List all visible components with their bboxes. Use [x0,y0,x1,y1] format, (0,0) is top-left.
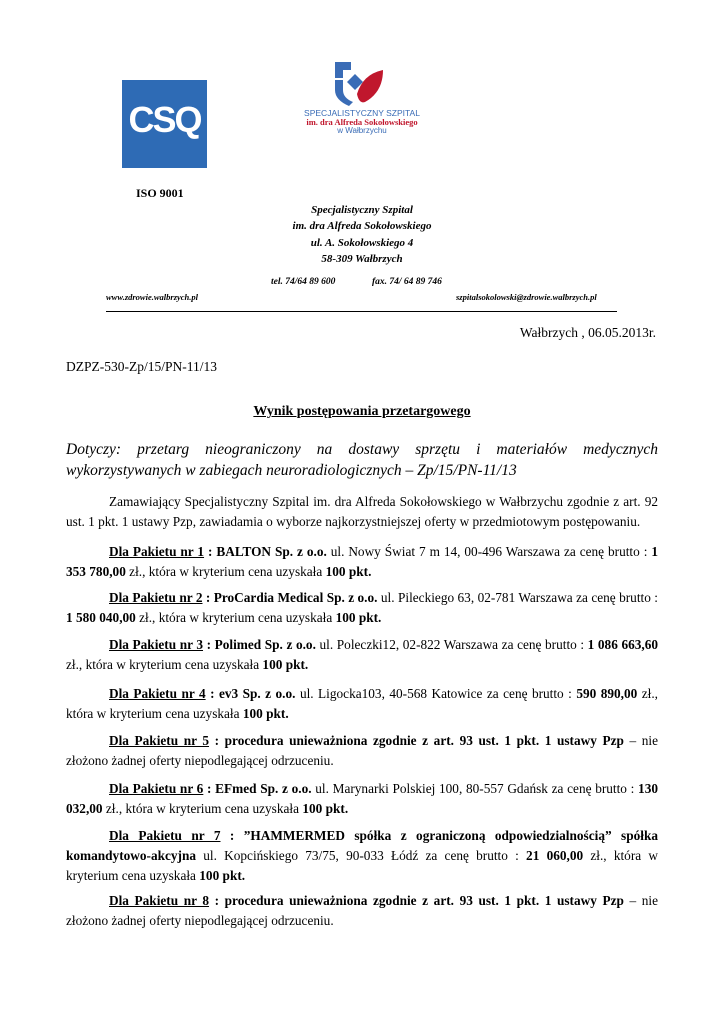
package-price: 1 353 780,00 [66,544,658,579]
package-price: 130 032,00 [66,781,658,816]
package-4: Dla Pakietu nr 4 : ev3 Sp. z o.o. ul. Ligocka103, 40-568 Katowice za cenę brutto : 590 890,00 zł., która w kryterium cena uzyskała 100 pkt. [66,686,658,721]
package-points: 100 pkt. [262,657,309,672]
address-line4: 58-309 Wałbrzych [321,253,403,265]
package-address: ul. Ligocka103, 40-568 Katowice za cenę brutto : [295,686,577,701]
package-2: Dla Pakietu nr 2 : ProCardia Medical Sp. z o.o. ul. Pileckiego 63, 02-781 Warszawa za cenę brutto : 1 580 040,00 zł., która w kryterium cena uzyskała 100 pkt. [66,590,658,625]
package-points: 100 pkt. [335,610,382,625]
page-title: Wynik postępowania przetargowego [253,404,471,419]
package-points: 100 pkt. [325,564,372,579]
fax: fax. 74/ 64 89 746 [372,277,442,287]
package-label: Dla Pakietu nr 1 [109,544,205,559]
package-annulled-reason: – nie złożono żadnej oferty niepodlegającej odrzuceniu. [66,733,658,768]
package-5: Dla Pakietu nr 5 : procedura unieważniona zgodnie z art. 93 ust. 1 pkt. 1 ustawy Pzp – nie złożono żadnej oferty niepodlegającej odrzuceniu. [66,733,658,768]
package-suffix: zł., która w kryterium cena uzyskała [125,564,326,579]
intro-paragraph: Zamawiający Specjalistyczny Szpital im. dra Alfreda Sokołowskiego w Wałbrzychu zgodnie z art. 92 ust. 1 pkt. 1 ustawy Pzp, zawiadamia o wyborze najkorzystniejszej oferty w przedmiotowym postępowaniu. [66,494,658,529]
package-8: Dla Pakietu nr 8 : procedura unieważniona zgodnie z art. 93 ust. 1 pkt. 1 ustawy Pzp – nie złożono żadnej oferty niepodlegającej odrzuceniu. [66,893,658,928]
package-address: ul. Nowy Świat 7 m 14, 00-496 Warszawa za cenę brutto : [326,544,652,559]
package-suffix: zł., która w kryterium cena uzyskała [66,848,658,883]
address-line3: ul. A. Sokołowskiego 4 [310,237,414,249]
package-annulled: procedura unieważniona zgodnie z art. 93 ust. 1 pkt. 1 ustawy Pzp [224,733,624,748]
document-date: Wałbrzych , 06.05.2013r. [519,325,656,340]
csq-logo [122,80,207,168]
package-company: BALTON Sp. z o.o. [216,544,327,559]
package-label: Dla Pakietu nr 4 [109,686,206,701]
package-7: Dla Pakietu nr 7 : ”HAMMERMED spółka z ograniczoną odpowiedzialnością” spółka komandytowo-akcyjna ul. Kopcińskiego 73/75, 90-033 Łódź za cenę brutto : 21 060,00 zł., która w kryterium cena uzyskała 100 pkt. [66,828,658,883]
package-annulled: procedura unieważniona zgodnie z art. 93 ust. 1 pkt. 1 ustawy Pzp [224,893,624,908]
hospital-logo-line1: SPECJALISTYCZNY SZPITAL [304,108,420,118]
package-price: 590 890,00 [576,686,638,701]
package-suffix: zł., która w kryterium cena uzyskała [66,657,263,672]
package-suffix: zł., która w kryterium cena uzyskała [102,801,303,816]
package-6: Dla Pakietu nr 6 : EFmed Sp. z o.o. ul. Marynarki Polskiej 100, 80-557 Gdańsk za cenę brutto : 130 032,00 zł., która w kryterium cena uzyskała 100 pkt. [66,781,658,816]
package-price: 1 086 663,60 [587,637,659,652]
address-line2: im. dra Alfreda Sokołowskiego [292,220,432,232]
header-divider [106,311,617,312]
package-1: Dla Pakietu nr 1 : BALTON Sp. z o.o. ul. Nowy Świat 7 m 14, 00-496 Warszawa za cenę brutto : 1 353 780,00 zł., która w kryterium cena uzyskała 100 pkt. [66,544,658,579]
package-address: ul. Kopcińskiego 73/75, 90-033 Łódź za cenę brutto : [196,848,527,863]
package-label: Dla Pakietu nr 8 [109,893,210,908]
iso-label: ISO 9001 [136,186,184,200]
package-label: Dla Pakietu nr 3 [109,637,204,652]
website-link[interactable]: www.zdrowie.walbrzych.pl [106,292,199,302]
package-annulled-reason: – nie złożono żadnej oferty niepodlegającej odrzuceniu. [66,893,658,928]
package-price: 21 060,00 [526,848,584,863]
csq-logo-text: CSQ [128,99,201,140]
package-label: Dla Pakietu nr 6 [109,781,204,796]
package-label: Dla Pakietu nr 7 [109,828,221,843]
hospital-logo-icon [333,60,385,108]
hospital-logo-line3: w Wałbrzychu [337,126,387,135]
package-address: ul. Marynarki Polskiej 100, 80-557 Gdańsk za cenę brutto : [311,781,639,796]
subject: Dotyczy: przetarg nieograniczony na dostawy sprzętu i materiałów medycznych wykorzystywanych w zabiegach neuroradiologicznych – Zp/15/PN-11/13 [66,441,658,479]
reference-number: DZPZ-530-Zp/15/PN-11/13 [66,359,217,374]
address-line1: Specjalistyczny Szpital [311,204,413,216]
package-points: 100 pkt. [199,868,246,883]
phone: tel. 74/64 89 600 [271,277,336,287]
package-address: ul. Pileckiego 63, 02-781 Warszawa za cenę brutto : [377,590,658,605]
package-label: Dla Pakietu nr 5 [109,733,210,748]
package-label: Dla Pakietu nr 2 [109,590,203,605]
package-suffix: zł., która w kryterium cena uzyskała [135,610,336,625]
hospital-logo-line2: im. dra Alfreda Sokołowskiego [306,117,418,127]
package-points: 100 pkt. [302,801,349,816]
package-company: ProCardia Medical Sp. z o.o. [213,590,378,605]
package-company: EFmed Sp. z o.o. [215,781,312,796]
package-company: ev3 Sp. z o.o. [218,686,296,701]
package-suffix: zł., która w kryterium cena uzyskała [66,686,658,721]
package-company: Polimed Sp. z o.o. [214,637,316,652]
package-company: ”HAMMERMED spółka z ograniczoną odpowiedzialnością” spółka komandytowo-akcyjna [66,828,658,863]
email-link[interactable]: szpitalsokolowski@zdrowie.walbrzych.pl [456,292,597,302]
package-address: ul. Poleczki12, 02-822 Warszawa za cenę brutto : [315,637,588,652]
package-points: 100 pkt. [242,706,289,721]
package-price: 1 580 040,00 [66,610,136,625]
package-3: Dla Pakietu nr 3 : Polimed Sp. z o.o. ul. Poleczki12, 02-822 Warszawa za cenę brutto : 1 086 663,60 zł., która w kryterium cena uzyskała 100 pkt. [66,637,659,672]
